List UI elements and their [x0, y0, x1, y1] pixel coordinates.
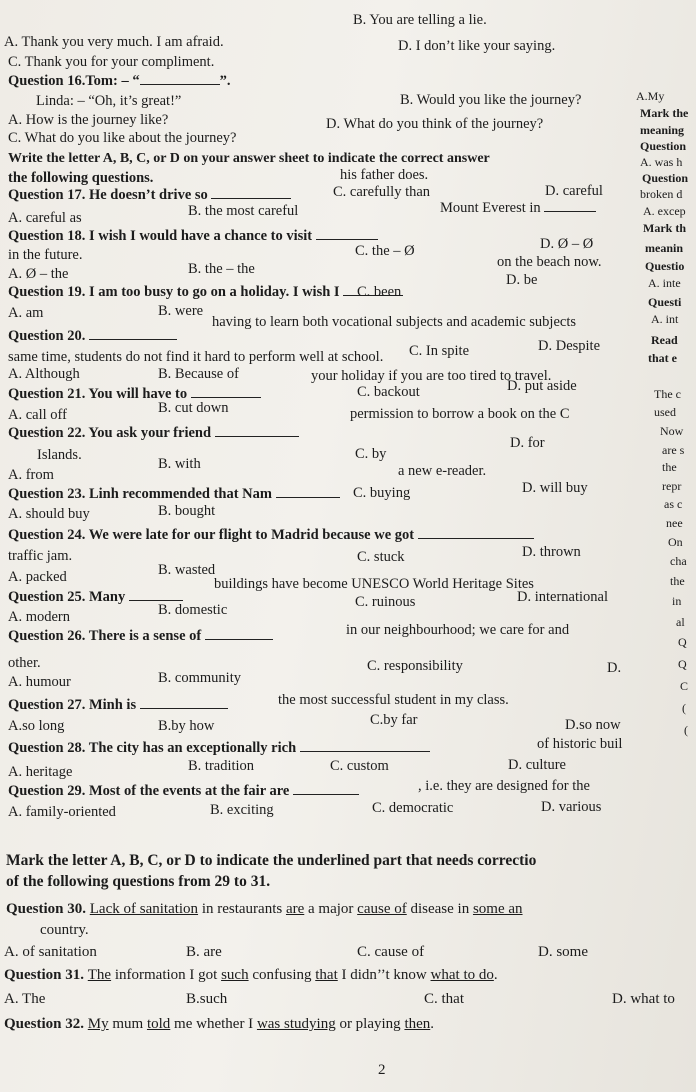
q15-option-a[interactable]: A. Thank you very much. I am afraid. — [4, 34, 224, 50]
q25-stem-a: Question 25. Many — [8, 589, 126, 605]
q24-cont: traffic jam. — [8, 548, 73, 564]
q16-option-b[interactable]: B. Would you like the journey? — [400, 92, 582, 108]
q30-option-a[interactable]: A. of sanitation — [4, 944, 97, 960]
right-fragment: the — [670, 574, 685, 588]
right-fragment: Read — [651, 333, 678, 347]
q31-option-d[interactable]: D. what to — [612, 991, 675, 1007]
q24-option-a[interactable]: A. packed — [8, 569, 67, 585]
q26-cont: other. — [8, 655, 41, 671]
right-fragment: A. inte — [648, 276, 681, 290]
q18-option-a[interactable]: A. Ø – the — [8, 266, 69, 282]
q32-stem — [4, 1016, 434, 1033]
page-number: 2 — [378, 1062, 386, 1078]
q20-stem-b: having to learn both vocational subjects and academic subjects — [212, 314, 576, 330]
right-fragment: Mark th — [643, 221, 686, 235]
q30-text-4: disease in — [406, 901, 473, 917]
q27-option-b[interactable]: B.by how — [158, 718, 215, 734]
right-fragment: A.My — [636, 89, 665, 103]
q26-option-c[interactable]: C. responsibility — [367, 658, 463, 674]
right-fragment: as c — [664, 497, 683, 511]
q19-option-c[interactable]: C. been — [357, 284, 402, 300]
q30-cont: country. — [40, 922, 89, 938]
q29-option-c[interactable]: C. democratic — [372, 800, 454, 816]
q25-option-b[interactable]: B. domestic — [158, 602, 228, 618]
q20-label: Question 20. — [8, 328, 86, 344]
q19-stem — [8, 284, 403, 301]
q21-option-d[interactable]: D. put aside — [507, 378, 577, 394]
q28-stem-a: Question 28. The city has an exceptionally rich — [8, 740, 297, 756]
q21-blank — [191, 397, 261, 398]
q27-stem-a: Question 27. Minh is — [8, 697, 137, 713]
q25-stem — [8, 589, 183, 606]
q28-option-b[interactable]: B. tradition — [188, 758, 255, 774]
q20-option-b[interactable]: B. Because of — [158, 366, 239, 382]
q32-text-5: . — [430, 1016, 435, 1032]
q20-option-c[interactable]: C. In spite — [409, 343, 470, 359]
q15-option-b[interactable]: B. You are telling a lie. — [353, 12, 487, 28]
q23-blank — [276, 497, 340, 498]
q22-option-a[interactable]: A. from — [8, 467, 54, 483]
q27-stem — [8, 697, 228, 714]
right-fragment: Mark the — [640, 106, 689, 120]
q16-linda: Linda: – “Oh, it’s great!” — [36, 93, 182, 109]
right-fragment: that e — [648, 351, 677, 365]
right-fragment: Now — [660, 424, 684, 438]
q28-option-c[interactable]: C. custom — [330, 758, 389, 774]
q27-option-d[interactable]: D.so now — [565, 717, 621, 733]
q31-text-2: information I got — [111, 967, 222, 983]
q31-text-3: confusing — [248, 967, 316, 983]
q20-blank — [89, 339, 177, 340]
q18-blank-1 — [316, 239, 378, 240]
right-fragment: Question — [642, 171, 689, 185]
right-fragment: Question — [640, 139, 687, 153]
q20-stem — [8, 328, 177, 345]
q32-text-3: me whether I — [170, 1016, 257, 1032]
q23-stem — [8, 486, 340, 503]
q30-stem — [6, 901, 523, 918]
q32-underline-d[interactable]: then — [404, 1016, 431, 1032]
q18-stem-b-text: Mount Everest in — [440, 200, 541, 216]
q26-option-a[interactable]: A. humour — [8, 674, 71, 690]
q25-option-a[interactable]: A. modern — [8, 609, 71, 625]
q16-stem — [8, 73, 230, 90]
q18-blank-2 — [544, 211, 596, 212]
q29-stem-b: , i.e. they are designed for the — [418, 778, 590, 794]
q17-option-c[interactable]: C. carefully than — [333, 184, 431, 200]
q22-stem-a: Question 22. You ask your friend — [8, 425, 212, 441]
q16-tail: ”. — [219, 73, 231, 89]
q21-option-c[interactable]: C. backout — [357, 384, 420, 400]
q21-option-b[interactable]: B. cut down — [158, 400, 229, 416]
q31-option-a[interactable]: A. The — [4, 991, 46, 1007]
right-fragment: A. int — [651, 312, 679, 326]
q17-option-b[interactable]: B. the most careful — [188, 203, 299, 219]
q26-option-d[interactable]: D. — [607, 660, 622, 676]
q26-option-b[interactable]: B. community — [158, 670, 241, 686]
q31-text-4: I didn’’t know — [337, 967, 431, 983]
q24-option-d[interactable]: D. thrown — [522, 544, 581, 560]
q26-stem-a: Question 26. There is a sense of — [8, 628, 202, 644]
right-fragment: C — [680, 679, 689, 693]
q25-stem-b: buildings have become UNESCO World Heritage Sites — [214, 576, 534, 592]
q30-text-2: in restaurants — [198, 901, 286, 917]
q31-option-c[interactable]: C. that — [424, 991, 464, 1007]
q23-option-d[interactable]: D. will buy — [522, 480, 588, 496]
right-fragment: in — [672, 594, 682, 608]
q17-option-a[interactable]: A. careful as — [8, 210, 82, 226]
right-fragment: Questi — [648, 295, 682, 309]
q30-option-d[interactable]: D. some — [538, 944, 588, 960]
q19-option-d[interactable]: D. be — [506, 272, 538, 288]
q29-option-d[interactable]: D. various — [541, 799, 602, 815]
q22-option-c[interactable]: C. by — [355, 446, 387, 462]
q19-stem-b: on the beach now. — [497, 254, 602, 270]
q19-option-a[interactable]: A. am — [8, 305, 44, 321]
q31-label: Question 31. — [4, 967, 88, 983]
q29-blank — [293, 794, 359, 795]
q26-stem — [8, 628, 273, 645]
right-fragment: Q — [678, 635, 687, 649]
q30-underline-b[interactable]: are — [285, 901, 305, 917]
q17-option-d[interactable]: D. careful — [545, 183, 603, 199]
q22-stem — [8, 425, 299, 442]
right-fragment: A. was h — [640, 155, 683, 169]
right-fragment: al — [676, 615, 685, 629]
right-fragment: ( — [682, 701, 686, 715]
q22-option-b[interactable]: B. with — [158, 456, 201, 472]
q28-stem-b: of historic buil — [537, 736, 623, 752]
q17-stem — [8, 187, 291, 204]
q32-underline-b[interactable]: told — [146, 1016, 171, 1032]
q17-blank — [211, 198, 291, 199]
q30-option-b[interactable]: B. are — [186, 944, 222, 960]
q31-underline-d[interactable]: what to do — [430, 967, 494, 983]
q29-option-b[interactable]: B. exciting — [210, 802, 274, 818]
q15-option-d[interactable]: D. I don’t like your saying. — [398, 38, 556, 54]
q17-stem-a: Question 17. He doesn’t drive so — [8, 187, 208, 203]
q31-underline-a[interactable]: The — [87, 967, 112, 983]
right-fragment: Q — [678, 657, 687, 671]
q21-option-a[interactable]: A. call off — [8, 407, 67, 423]
q22-blank — [215, 436, 299, 437]
q27-option-a[interactable]: A.so long — [8, 718, 65, 734]
q24-blank — [418, 538, 534, 539]
q20-option-a[interactable]: A. Although — [8, 366, 80, 382]
q16-option-a[interactable]: A. How is the journey like? — [8, 112, 169, 128]
q20-cont: same time, students do not find it hard to perform well at school. — [8, 349, 384, 365]
q21-stem-b: your holiday if you are too tired to travel. — [311, 368, 552, 384]
q16-option-d[interactable]: D. What do you think of the journey? — [326, 116, 544, 132]
q18-option-b[interactable]: B. the – the — [188, 261, 255, 277]
right-fragment: nee — [666, 516, 683, 530]
q22-cont: Islands. — [37, 447, 82, 463]
q32-text-2: mum — [108, 1016, 147, 1032]
right-fragment: ( — [684, 723, 688, 737]
q32-underline-a[interactable]: My — [87, 1016, 109, 1032]
q20-option-d[interactable]: D. Despite — [538, 338, 601, 354]
q19-option-b[interactable]: B. were — [158, 303, 204, 319]
q26-blank — [205, 639, 273, 640]
right-fragment: are s — [662, 443, 685, 457]
q22-stem-b: permission to borrow a book on the C — [350, 406, 570, 422]
q25-blank — [129, 600, 183, 601]
q31-underline-b[interactable]: such — [221, 967, 249, 983]
q15-option-c[interactable]: C. Thank you for your compliment. — [8, 54, 215, 70]
q29-stem-a: Question 29. Most of the events at the fair are — [8, 783, 290, 799]
q24-stem-a: Question 24. We were late for our flight to Madrid because we got — [8, 527, 415, 543]
q18-cont: in the future. — [8, 247, 83, 263]
q30-text-3: a major — [304, 901, 358, 917]
q29-stem — [8, 783, 359, 800]
q30-underline-c[interactable]: cause of — [357, 901, 407, 917]
q28-blank — [300, 751, 430, 752]
right-fragment: cha — [670, 554, 687, 568]
right-fragment: meanin — [645, 241, 684, 255]
q22-option-d[interactable]: D. for — [510, 435, 545, 451]
right-fragment: The c — [654, 387, 681, 401]
q19-stem-a: Question 19. I am too busy to go on a holiday. I wish I — [8, 284, 340, 300]
q23-stem-b: a new e-reader. — [398, 463, 487, 479]
right-fragment: the — [662, 460, 677, 474]
q18-option-c[interactable]: C. the – Ø — [355, 243, 415, 259]
q24-option-b[interactable]: B. wasted — [158, 562, 216, 578]
q18-option-d[interactable]: D. Ø – Ø — [540, 236, 594, 252]
q27-option-c[interactable]: C.by far — [370, 712, 418, 728]
q21-stem-a: Question 21. You will have to — [8, 386, 188, 402]
q25-option-d[interactable]: D. international — [517, 589, 609, 605]
q32-text-4: or playing — [335, 1016, 405, 1032]
q23-option-a[interactable]: A. should buy — [8, 506, 90, 522]
q18-stem-b — [440, 200, 596, 217]
right-fragment: A. excep — [643, 204, 686, 218]
q23-option-c[interactable]: C. buying — [353, 485, 411, 501]
q17-stem-b: his father does. — [340, 167, 429, 183]
q30-label: Question 30. — [6, 901, 90, 917]
q23-option-b[interactable]: B. bought — [158, 503, 216, 519]
q32-label: Question 32. — [4, 1016, 88, 1032]
q25-option-c[interactable]: C. ruinous — [355, 594, 416, 610]
q28-option-d[interactable]: D. culture — [508, 757, 566, 773]
right-fragment: repr — [662, 479, 682, 493]
q31-stem — [4, 967, 498, 984]
right-fragment: Questio — [645, 259, 685, 273]
q27-stem-b: the most successful student in my class. — [278, 692, 509, 708]
q16-option-c[interactable]: C. What do you like about the journey? — [8, 130, 237, 146]
q28-stem — [8, 740, 430, 757]
right-fragment: used — [654, 405, 676, 419]
q18-stem-a: Question 18. I wish I would have a chance to visit — [8, 228, 313, 244]
instruction-2: Mark the letter A, B, C, or D to indicate the underlined part that needs correctio — [6, 852, 537, 869]
q30-underline-d[interactable]: some an — [472, 901, 523, 917]
q24-option-c[interactable]: C. stuck — [357, 549, 405, 565]
q31-text-5: . — [493, 967, 498, 983]
right-fragment: meaning — [640, 123, 685, 137]
q32-underline-c[interactable]: was studying — [256, 1016, 336, 1032]
q30-underline-a[interactable]: Lack of sanitation — [89, 901, 199, 917]
q26-stem-b: in our neighbourhood; we care for and — [346, 622, 570, 638]
instruction-2-cont: of the following questions from 29 to 31. — [6, 873, 271, 890]
instruction-1: Write the letter A, B, C, or D on your answer sheet to indicate the correct answer — [8, 151, 490, 166]
q16-head: Question 16.Tom: – “ — [8, 73, 140, 89]
q31-underline-c[interactable]: that — [315, 967, 338, 983]
q23-stem-a: Question 23. Linh recommended that Nam — [8, 486, 272, 502]
q27-blank — [140, 708, 228, 709]
right-fragment: broken d — [640, 187, 683, 201]
q24-stem — [8, 527, 534, 544]
q29-option-a[interactable]: A. family-oriented — [8, 804, 116, 820]
q16-blank — [140, 84, 220, 85]
q28-option-a[interactable]: A. heritage — [8, 764, 73, 780]
right-fragment: On — [668, 535, 683, 549]
q30-option-c[interactable]: C. cause of — [357, 944, 425, 960]
q18-stem — [8, 228, 378, 245]
q31-option-b[interactable]: B.such — [186, 991, 228, 1007]
instruction-1-cont: the following questions. — [8, 170, 154, 186]
